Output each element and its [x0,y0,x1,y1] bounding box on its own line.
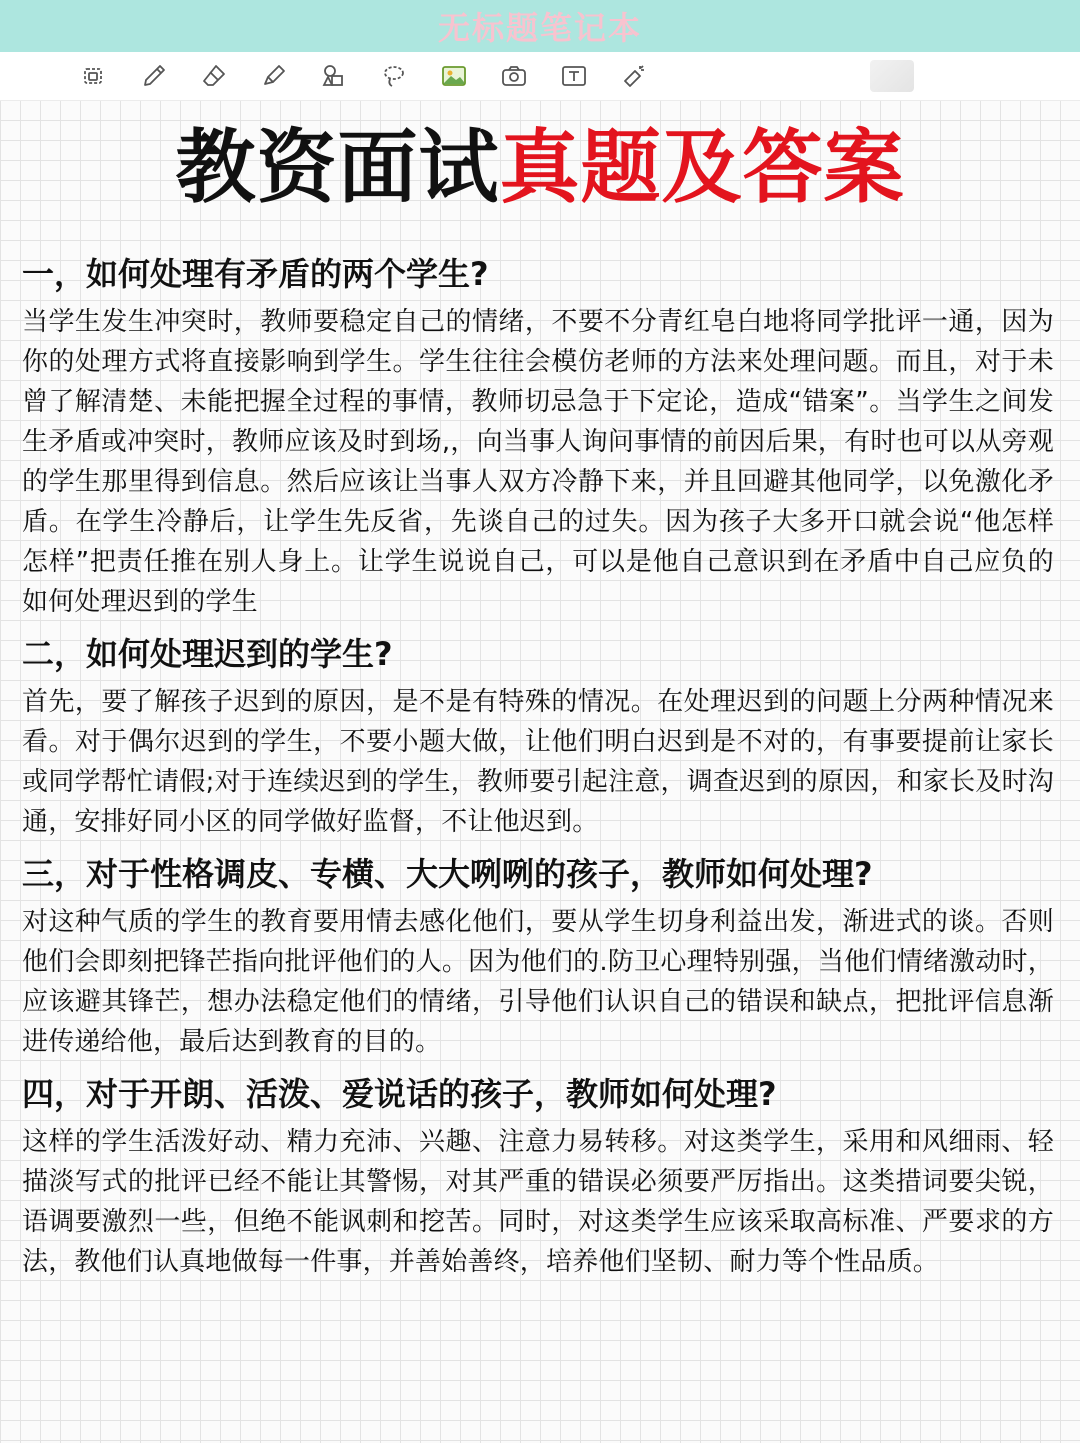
text-tool[interactable] [558,60,590,92]
title-bar [0,0,1080,52]
headline-black: 教资面试 [175,121,500,214]
camera-icon [500,62,528,90]
image-tool[interactable] [438,60,470,92]
note-headline [0,118,1080,218]
highlighter-tool[interactable] [258,60,290,92]
shapes-tool[interactable] [318,60,350,92]
section-3-title: 三，对于性格调皮、专横、大大咧咧的孩子，教师如何处理? [22,855,873,893]
section-1-body: 当学生发生冲突时，教师要稳定自己的情绪，不要不分青红皂白地将同学批评一通，因为你的处理方式将直接影响到学生。学生往往会模仿老师的方法来处理问题。而且，对于未曾了解清楚、未能把握全过程的事情，教师切忌急于下定论，造成“错案”。当学生之间发生矛盾或冲突时，教师应该及时到场,，向当事人询问事情的前因后果，有时也可以从旁观的学生那里得到信息。然后应该让当事人双方冷静下来，并且回避其他同学，以免激化矛盾。在学生冷静后，让学生先反省，先谈自己的过失。因为孩子大多开口就会说“他怎样怎样”把责任推在别人身上。让学生说说自己，可以是他自己意识到在矛盾中自己应负的如何处理迟到的学生 [22,307,1054,617]
section-2-body: 首先，要了解孩子迟到的原因，是不是有特殊的情况。在处理迟到的问题上分两种情况来看。对于偶尔迟到的学生，不要小题大做，让他们明白迟到是不对的，有事要提前让家长或同学帮忙请假;对于连续迟到的学生，教师要引起注意，调查迟到的原因，和家长及时沟通，安排好同小区的同学做好监督，不让他迟到。 [22,687,1054,837]
eraser-tool[interactable] [198,60,230,92]
laser-tool[interactable] [618,60,650,92]
section-3-body: 对这种气质的学生的教育要用情去感化他们，要从学生切身利益出发，渐进式的谈。否则他们会即刻把锋芒指向批评他们的人。因为他们的.防卫心理特别强，当他们情绪激动时，应该避其锋芒，想办法稳定他们的情绪，引导他们认识自己的错误和缺点，把批评信息渐进传递给他，最后达到教育的目的。 [22,907,1054,1057]
image-icon [440,62,468,90]
laser-pointer-icon [620,62,648,90]
section-4-body: 这样的学生活泼好动、精力充沛、兴趣、注意力易转移。对这类学生，采用和风细雨、轻描淡写式的批评已经不能让其警惕，对其严重的错误必须要严厉指出。这类措词要尖锐，语调要激烈一些，但绝不能讽刺和挖苦。同时，对这类学生应该采取高标准、严要求的方法，教他们认真地做每一件事，并善始善终，培养他们坚韧、耐力等个性品质。 [22,1127,1054,1277]
select-tool[interactable] [78,60,110,92]
pen-tool[interactable] [138,60,170,92]
page-thumbnail[interactable] [870,60,914,92]
section-2-title: 二，如何处理迟到的学生? [22,635,393,673]
toolbar [0,52,1080,101]
section-1-title: 一，如何处理有矛盾的两个学生? [22,255,489,293]
section-4-title: 四，对于开朗、活泼、爱说话的孩子，教师如何处理? [22,1075,777,1113]
highlighter-icon [260,62,288,90]
lasso-icon [380,62,408,90]
text-box-icon [560,62,588,90]
lasso-tool[interactable] [378,60,410,92]
pen-icon [140,62,168,90]
camera-tool[interactable] [498,60,530,92]
headline-red: 真题及答案 [499,121,905,214]
eraser-icon [200,62,228,90]
app-title: 无标题笔记本 [437,9,642,47]
shapes-icon [320,62,348,90]
lasso-select-icon [80,62,108,90]
note-content[interactable] [22,248,1054,1288]
